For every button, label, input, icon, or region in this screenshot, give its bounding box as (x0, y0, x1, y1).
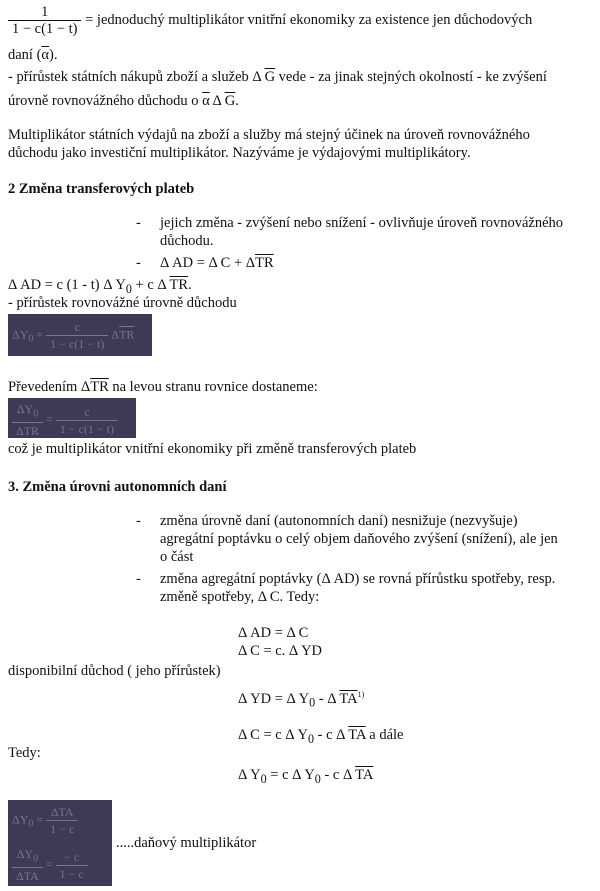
eq-ad: Δ AD = Δ C (238, 625, 309, 641)
sec2-eq2-mid: + c Δ (135, 277, 166, 293)
eq-y0-mid: = c Δ Y (270, 767, 315, 783)
box3-r2-left-fraction (12, 846, 43, 884)
eq-c2-sub0: 0 (307, 731, 314, 746)
sec3-bullet-1-line-1: změna úrovně daní (autonomních daní) nesnižuje (nezvyšuje) (160, 513, 518, 529)
box3-r2-right-fraction (56, 849, 88, 882)
gov-line-1 (8, 68, 547, 86)
paragraph-1-line-1: Multiplikátor státních výdajů na zboží a služby má stejný účinek na úroveň rovnovážného (8, 127, 530, 143)
sec3-dash-2: - (136, 571, 141, 587)
box3-r1-fraction (46, 804, 78, 837)
box1-sub0: 0 (28, 333, 34, 345)
paragraph-1-line-2: důchodu jako investiční multiplikátor. Nazýváme je výdajovými multiplikátory. (8, 145, 471, 161)
box3-r1den: 1 − c (50, 822, 75, 836)
sec2-eq2-pre: Δ AD = c (1 - t) Δ Y (8, 277, 126, 293)
sec2-eq2-end: . (188, 277, 192, 293)
gov-line-1-pre: - přírůstek státních nákupů zboží a služeb Δ (8, 69, 261, 85)
coz-line: což je multiplikátor vnitřní ekonomiky při změně transferových plateb (8, 441, 417, 457)
box3-r2frac-num: − c (56, 849, 88, 866)
box3-r1b: ΔTA (46, 804, 78, 821)
multiplier-denominator: 1 − c(1 − t) (12, 21, 78, 37)
multiplier-line (8, 4, 532, 37)
multiplier-equals: = (85, 11, 94, 28)
box2-sub0: 0 (33, 408, 39, 420)
gov-line-1-post: vede - za jinak stejných okolností - ke zvýšení (278, 69, 547, 85)
g-symbol-2: $\overline{G}$ (224, 93, 236, 109)
eq-y0-sub0: 0 (260, 771, 267, 786)
box3-r2num: ΔY (16, 847, 34, 861)
sec2-dash-2: - (136, 255, 141, 271)
g-symbol: $\overline{G}$ (264, 69, 276, 85)
eq-c2-pre: Δ C = c Δ Y (238, 727, 308, 743)
multiplier-line-2 (8, 46, 58, 64)
multiplier-numerator: 1 (8, 4, 81, 21)
tr-symbol-2: $\overline{TR}$ (169, 277, 189, 293)
formula-box-1: $\Delta Y_0$ = $\frac{c}{1 - c(1 - t)}$ $\Delta\overline{TR}$ (8, 314, 152, 356)
eq-c2 (238, 726, 404, 748)
box2-num: c (56, 404, 118, 421)
eq-c: Δ C = c. Δ YD (238, 643, 323, 659)
eq-y0-pre: Δ Y (238, 767, 261, 783)
box3-r2frac-den: 1 − c (59, 866, 84, 881)
dani-text: daní ( (8, 47, 42, 63)
box2-den: 1 − c(1 − t) (59, 421, 115, 436)
box1-num: c (46, 319, 108, 336)
sec3-bullet-2-line-2: změně spotřeby, Δ C. Tedy: (160, 589, 320, 605)
box1-lhs: ΔY (12, 327, 29, 342)
box1-tr: $\overline{TR}$ (119, 327, 135, 342)
box2-right-fraction (56, 404, 118, 437)
gov-line-2-pre: úrovně rovnovážného důchodu o (8, 93, 199, 109)
tr-symbol-3: $\overline{TR}$ (90, 379, 109, 395)
sec3-bullet-1-line-2: agregátní poptávku o celý objem daňového zvýšení (snížení), ale jen (160, 531, 558, 547)
box1-den: 1 − c(1 − t) (50, 337, 105, 351)
sec2-eq1-pre: Δ AD = Δ C + Δ (160, 255, 256, 271)
prevedenim-pre: Převedením Δ (8, 379, 91, 395)
sec2-dash-1: - (136, 215, 141, 231)
disp-line: disponibilní důchod ( jeho přírůstek) (8, 663, 221, 679)
eq-yd (238, 686, 364, 712)
ta-symbol-2: $\overline{TA}$ (348, 727, 366, 743)
dani-end: ). (49, 47, 58, 63)
eq-c2-end: a dále (369, 727, 404, 743)
multiplier-fraction (8, 4, 81, 37)
sec2-bullet-1-line-1: jejich změna - zvýšení nebo snížení - ovlivňuje úroveň rovnovážného (160, 215, 564, 231)
box2-lden: ΔTR (16, 424, 40, 438)
formula-box-3: $\Delta Y_0$ = $\frac{\text{ΔTA}}{1 - c}$ $\frac{\Delta Y_0}{\text{ΔTA}}$ = $\frac{- c}{1 - c}$ (8, 800, 112, 886)
eq-yd-sub0: 0 (309, 695, 316, 710)
eq-y0-sub0b: 0 (314, 771, 321, 786)
footnote-mark: 1) (357, 690, 365, 699)
sec3-dash-1: - (136, 513, 141, 529)
sec3-bullet-1-line-3: o část (160, 549, 194, 565)
multiplier-description: jednoduchý multiplikátor vnitřní ekonomiky za existence jen důchodových (96, 11, 533, 28)
box2-left-fraction (12, 401, 43, 438)
prevedenim-post: na levou stranu rovnice dostaneme: (112, 379, 318, 395)
sec2-prirustek-line: - přírůstek rovnovážné úrovně důchodu (8, 295, 237, 311)
eq-c2-mid: - c Δ (317, 727, 345, 743)
tedy-label: Tedy: (8, 745, 41, 761)
box2-lnum: ΔY (16, 402, 34, 416)
gov-line-2 (8, 92, 239, 110)
prevedenim-line (8, 378, 318, 396)
eq-yd-mid: - Δ (318, 690, 336, 707)
alpha-symbol-2: $\overline{\alpha}$ (202, 93, 210, 109)
box3-r1-sub0: 0 (28, 818, 34, 830)
ta-symbol: $\overline{TA}$ (339, 690, 358, 707)
subscript-0: 0 (125, 281, 132, 296)
alpha-symbol: $\overline{\alpha}$ (41, 47, 50, 63)
delta-symbol: Δ (212, 93, 222, 109)
tr-symbol: $\overline{TR}$ (255, 255, 274, 271)
box1-fraction (46, 319, 108, 352)
box3-r1: ΔY (12, 812, 29, 827)
sec3-bullet-2-line-1: změna agregátní poptávky (Δ AD) se rovná přírůstku spotřeby, resp. (160, 571, 556, 587)
eq-yd-pre: Δ YD = Δ Y (238, 690, 310, 707)
box3-r2-sub0: 0 (33, 853, 39, 865)
section-3-title: 3. Změna úrovni autonomních daní (8, 479, 227, 495)
eq-y0-mid2: - c Δ (324, 767, 352, 783)
sec2-bullet-1-line-2: důchodu. (160, 233, 214, 249)
box1-tail: Δ (111, 327, 120, 342)
formula-box-2: $\frac{\Delta Y_0}{\text{ΔTR}}$ = $\frac{c}{1 - c(1 - t)}$ (8, 398, 136, 438)
section-2-title: 2 Změna transferových plateb (8, 181, 195, 197)
eq-y0 (238, 766, 373, 788)
danovy-multiplikator-label: .....daňový multiplikátor (116, 835, 257, 851)
sec2-equation-1 (160, 254, 274, 272)
gov-line-2-end: . (235, 93, 239, 109)
ta-symbol-3: $\overline{TA}$ (355, 767, 374, 783)
box3-r2den: ΔTA (16, 869, 39, 884)
